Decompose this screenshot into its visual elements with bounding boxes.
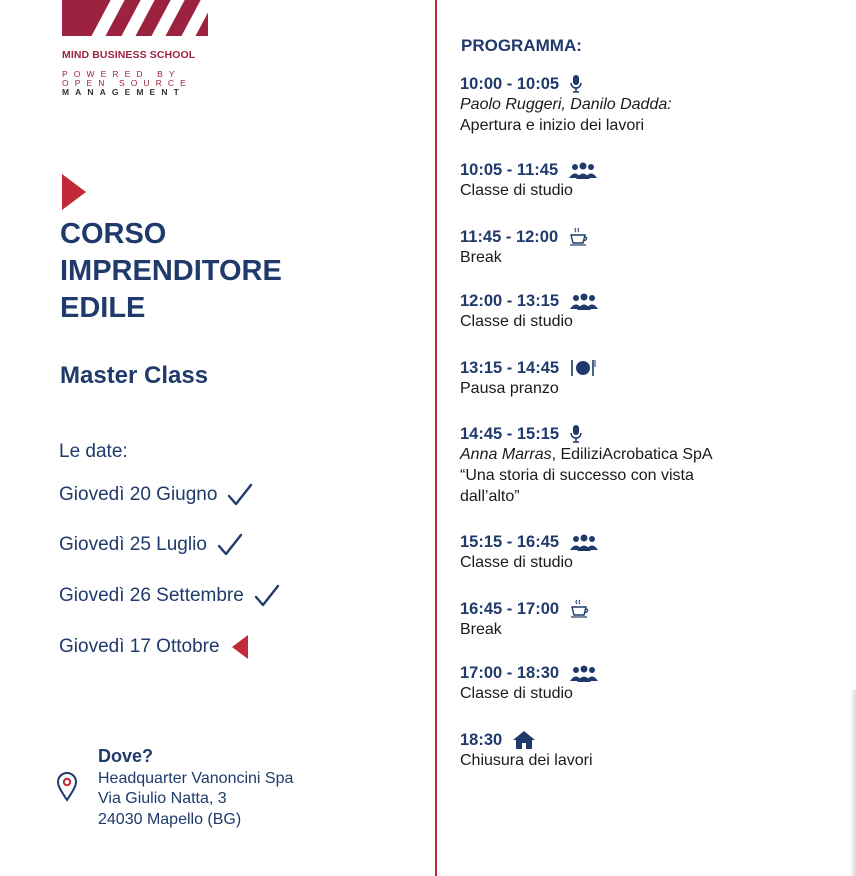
logo-tagline-2: OPEN SOURCE bbox=[62, 78, 192, 88]
date-label: Giovedì 25 Luglio bbox=[59, 534, 207, 555]
program-slot bbox=[460, 664, 599, 704]
group-icon bbox=[568, 162, 598, 180]
dates-heading: Le date: bbox=[59, 441, 128, 462]
microphone-icon bbox=[569, 74, 583, 94]
microphone-icon bbox=[569, 424, 583, 444]
slot-time: 10:05 - 11:45 bbox=[460, 161, 559, 179]
slot-description: Pausa pranzo bbox=[460, 380, 559, 397]
date-label: Giovedì 20 Giugno bbox=[59, 484, 218, 505]
checkmark-icon bbox=[217, 532, 243, 558]
cutlery-plate-icon bbox=[569, 358, 597, 378]
location-line: Via Giulio Natta, 3 bbox=[98, 790, 227, 807]
checkmark-icon bbox=[227, 482, 253, 508]
slot-description: “Una storia di successo con vista bbox=[460, 467, 694, 484]
program-slot bbox=[460, 227, 590, 268]
group-icon bbox=[569, 534, 599, 552]
location-pin-icon bbox=[56, 772, 78, 807]
slot-speaker: Paolo Ruggeri, Danilo Dadda: bbox=[460, 96, 672, 113]
logo-tagline-3: MANAGEMENT bbox=[62, 87, 185, 97]
program-slot bbox=[460, 161, 598, 201]
slot-description: Break bbox=[460, 249, 502, 266]
program-slot bbox=[460, 74, 672, 136]
course-title bbox=[60, 216, 282, 327]
slot-description: Classe di studio bbox=[460, 554, 573, 571]
date-item bbox=[59, 583, 280, 609]
date-item bbox=[59, 532, 243, 558]
slot-time: 18:30 bbox=[460, 730, 503, 749]
logo-name: MIND BUSINESS SCHOOL bbox=[62, 49, 196, 61]
program-slot bbox=[460, 730, 593, 771]
slot-time: 11:45 - 12:00 bbox=[460, 227, 559, 246]
date-label: Giovedì 26 Settembre bbox=[59, 585, 244, 606]
slot-speaker: Anna Marras bbox=[460, 446, 552, 463]
coffee-cup-icon bbox=[568, 227, 590, 247]
date-item bbox=[59, 482, 253, 508]
slot-description: Break bbox=[460, 621, 502, 638]
column-divider bbox=[435, 0, 437, 876]
slot-time: 10:00 - 10:05 bbox=[460, 74, 560, 93]
program-slot bbox=[460, 292, 599, 332]
logo-mark bbox=[62, 0, 208, 36]
course-subtitle: Master Class bbox=[60, 362, 209, 389]
course-title-line: IMPRENDITORE bbox=[60, 255, 282, 287]
program-slot bbox=[460, 424, 713, 507]
program-slot bbox=[460, 358, 597, 399]
logo-tagline-1: POWERED BY bbox=[62, 69, 181, 79]
home-icon bbox=[512, 730, 536, 750]
group-icon bbox=[569, 293, 599, 311]
location-line: Headquarter Vanoncini Spa bbox=[98, 770, 294, 787]
coffee-cup-icon bbox=[569, 599, 591, 619]
slot-description: Apertura e inizio dei lavori bbox=[460, 117, 645, 134]
slot-time: 17:00 - 18:30 bbox=[460, 664, 560, 682]
slot-time: 15:15 - 16:45 bbox=[460, 533, 560, 551]
slot-description: Classe di studio bbox=[460, 313, 573, 330]
course-title-line: CORSO bbox=[60, 218, 167, 250]
location-line: 24030 Mapello (BG) bbox=[98, 811, 242, 828]
slot-description: Classe di studio bbox=[460, 182, 573, 199]
program-slot bbox=[460, 533, 599, 573]
slot-time: 14:45 - 15:15 bbox=[460, 424, 560, 443]
course-title-line: EDILE bbox=[60, 292, 146, 324]
title-triangle-icon bbox=[62, 174, 86, 210]
slot-description: Classe di studio bbox=[460, 685, 573, 702]
group-icon bbox=[569, 665, 599, 683]
slot-description: Chiusura dei lavori bbox=[460, 752, 593, 769]
slot-time: 16:45 - 17:00 bbox=[460, 599, 560, 618]
checkmark-icon bbox=[254, 583, 280, 609]
date-label: Giovedì 17 Ottobre bbox=[59, 636, 220, 657]
program-slot bbox=[460, 599, 591, 640]
location-heading: Dove? bbox=[98, 746, 154, 766]
date-item bbox=[59, 634, 250, 660]
page-edge-shadow bbox=[850, 690, 856, 876]
slot-description: dall’alto” bbox=[460, 488, 520, 505]
slot-time: 13:15 - 14:45 bbox=[460, 358, 560, 377]
slot-time: 12:00 - 13:15 bbox=[460, 292, 560, 310]
program-heading: PROGRAMMA: bbox=[461, 36, 582, 55]
red-arrow-icon bbox=[230, 634, 250, 660]
slot-company: , EdiliziAcrobatica SpA bbox=[551, 446, 713, 463]
